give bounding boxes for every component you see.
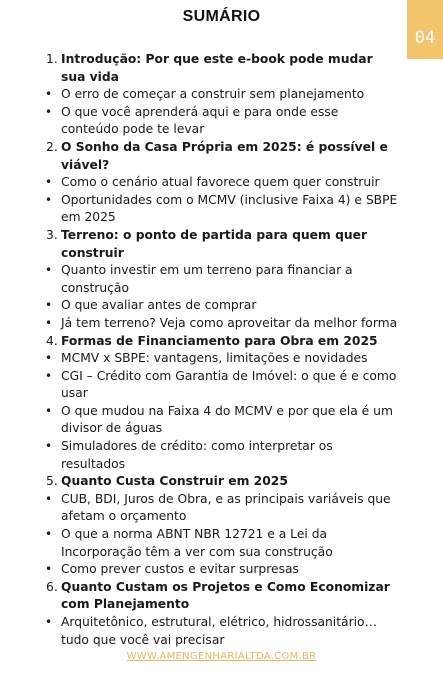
toc-item-text: O que a norma ABNT NBR 12721 e a Lei da Incorporação têm a ver com sua construção [61,527,333,559]
section-title[interactable] [44,139,399,174]
section-number: 6. [46,579,58,594]
bullet-icon: • [45,368,53,383]
section-title[interactable] [44,227,399,262]
toc-list-item[interactable] [44,104,399,139]
section-number: 1. [46,52,58,66]
section-title[interactable] [44,473,399,491]
toc-list-item[interactable] [44,368,399,403]
section-number: 3. [46,227,58,242]
toc-list-item[interactable] [44,297,399,315]
toc-item-text: Simuladores de crédito: como interpretar os resultados [61,439,333,471]
toc-list-item[interactable] [44,350,399,368]
bullet-icon: • [45,439,53,454]
toc-item-text: O que mudou na Faixa 4 do MCMV e por que ela é um divisor de águas [61,403,393,436]
toc-item-text: O erro de começar a construir sem planejamento [61,87,365,102]
bullet-icon: • [45,527,53,542]
toc-item-text: Arquitetônico, estrutural, elétrico, hidrossanitário… tudo que você vai precisar [61,615,377,647]
toc-item-text: Quanto investir em um terreno para financiar a construção [61,263,353,295]
toc-item-text: Como o cenário atual favorece quem quer construir [61,175,380,190]
toc-list-item[interactable] [44,262,399,297]
section-title[interactable] [44,333,399,351]
section-number: 2. [46,139,58,154]
bullet-icon: • [45,104,53,119]
toc-item-text: Oportunidades com o MCMV (inclusive Faixa 4) e SBPE em 2025 [61,192,398,225]
toc-item-text: Já tem terreno? Veja como aproveitar da melhor forma [61,315,398,330]
page-title: SUMÁRIO [182,8,261,25]
section-title[interactable] [44,51,399,86]
page-number-badge: 04 [407,0,443,59]
bullet-icon: • [45,351,53,366]
section-title-text: Introdução: Por que este e-book pode mudar sua vida [61,52,373,84]
section-title-text: Terreno: o ponto de partida para quem quer construir [61,227,368,260]
section-number: 5. [46,474,58,489]
section-title[interactable] [44,579,399,614]
bullet-icon: • [45,87,53,102]
toc-list-item[interactable] [44,192,399,227]
section-title-text: Quanto Custa Construir em 2025 [61,474,288,489]
section-title-text: Quanto Custam os Projetos e Como Economizar com Planejamento [61,579,390,612]
toc-list-item[interactable] [44,491,399,526]
toc-item-text: CUB, BDI, Juros de Obra, e as principais variáveis que afetam o orçamento [61,491,391,524]
bullet-icon: • [45,263,53,278]
toc-item-text: MCMV x SBPE: vantagens, limitações e novidades [61,351,368,366]
toc-list-item[interactable] [44,614,399,649]
section-title-text: O Sonho da Casa Própria em 2025: é possível e viável? [61,139,388,172]
bullet-icon: • [45,615,53,629]
bullet-icon: • [45,562,53,577]
bullet-icon: • [45,175,53,190]
bullet-icon: • [45,298,53,313]
bullet-icon: • [45,491,53,506]
section-number: 4. [46,333,58,348]
toc-list-item[interactable] [44,86,399,104]
website-link[interactable]: WWW.AMENGENHARIALTDA.COM.BR [126,651,317,662]
bullet-icon: • [45,315,53,330]
toc-item-text: O que você aprenderá aqui e para onde esse conteúdo pode te levar [61,104,339,137]
toc-list-item[interactable] [44,438,399,473]
toc-list-item[interactable] [44,315,399,333]
toc-list-item[interactable] [44,403,399,438]
toc-list-item[interactable] [44,174,399,192]
section-title-text: Formas de Financiamento para Obra em 2025 [61,333,378,348]
toc-item-text: CGI – Crédito com Garantia de Imóvel: o que é e como usar [61,368,397,401]
bullet-icon: • [45,403,53,418]
toc-item-text: Como prever custos e evitar surpresas [61,562,299,577]
toc-item-text: O que avaliar antes de comprar [61,298,257,313]
table-of-contents [44,51,399,649]
bullet-icon: • [45,192,53,207]
toc-list-item[interactable] [44,526,399,561]
toc-list-item[interactable] [44,561,399,579]
